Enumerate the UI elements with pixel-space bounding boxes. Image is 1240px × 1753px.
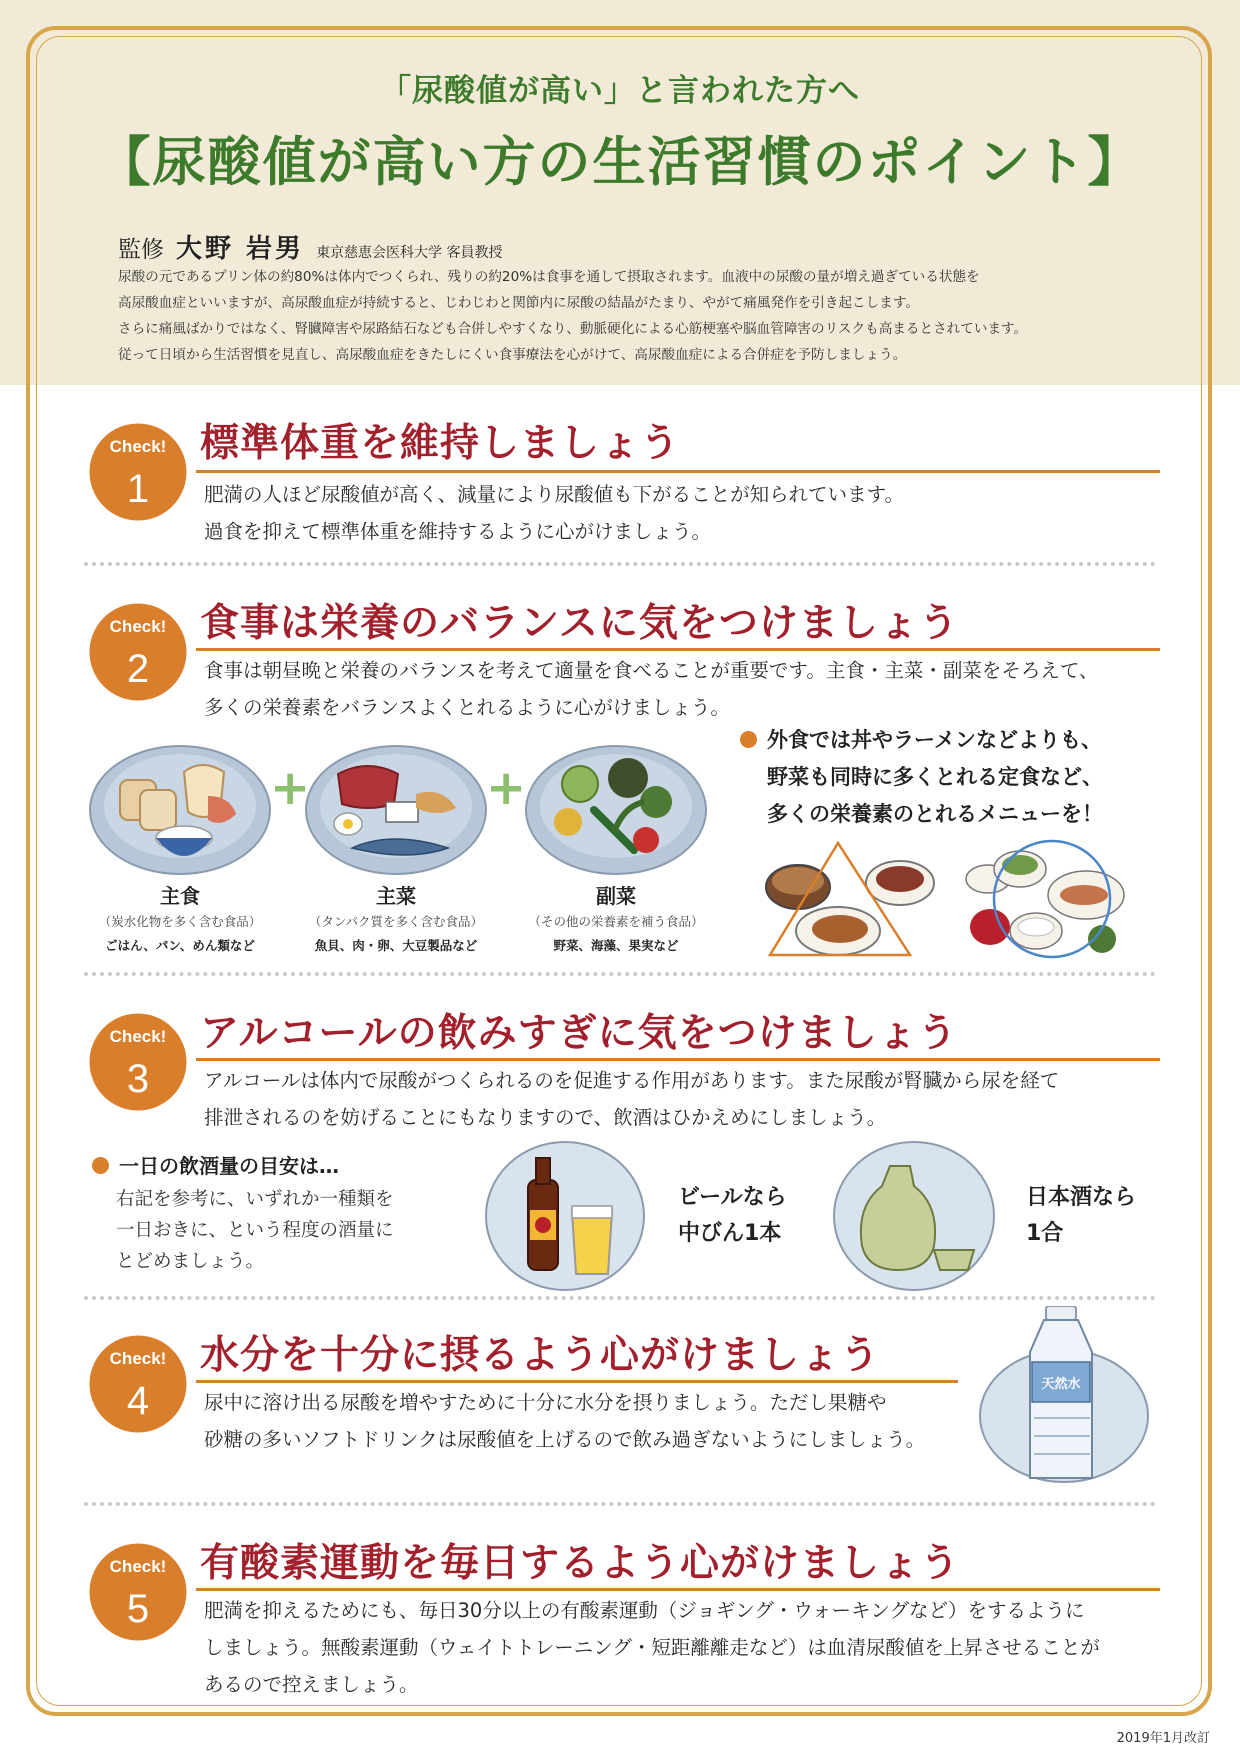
- side-dish-illustration: [524, 740, 708, 876]
- body-line: あるので控えましょう。: [204, 1673, 419, 1696]
- food-desc: （炭水化物を多く含む食品）: [98, 914, 262, 929]
- intro-line: 従って日頃から生活習慣を見直し、高尿酸血症をきたしにくい食事療法を心がけて、高尿酸血症による合併症を予防しましょう。: [118, 347, 907, 363]
- tip-line: 多くの栄養素のとれるメニューを！: [767, 802, 1103, 826]
- page-subtitle: 「尿酸値が高い」と言われた方へ: [380, 73, 860, 109]
- check-number: 4: [126, 1379, 150, 1423]
- food-examples: 魚貝、肉・卵、大豆製品など: [314, 938, 478, 953]
- section-title-4: 水分を十分に摂るよう心がけましょう: [200, 1333, 881, 1378]
- check-badge-4: [84, 1330, 192, 1438]
- body-line: 砂糖の多いソフトドリンクは尿酸値を上げるので飲み過ぎないようにしましょう。: [204, 1428, 926, 1451]
- check-badge-1: [84, 418, 192, 526]
- page-title: 【尿酸値が高い方の生活習慣のポイント】: [97, 132, 1143, 193]
- dotted-divider: [84, 562, 1156, 566]
- check-label: Check!: [109, 617, 167, 636]
- food-label-side: [516, 880, 716, 954]
- body-line: 排泄されるのを妨げることにもなりますので、飲酒はひかえめにしましょう。: [204, 1106, 887, 1129]
- beer-line: ビールなら: [678, 1185, 787, 1210]
- dotted-divider: [84, 972, 1156, 976]
- food-desc: （その他の栄養素を補う食品）: [528, 914, 704, 929]
- section-underline: [196, 648, 1160, 651]
- section-body-4: [204, 1384, 925, 1458]
- section-title-1: 標準体重を維持しましょう: [200, 421, 681, 466]
- section-title-2: 食事は栄養のバランスに気をつけましょう: [200, 601, 959, 646]
- section-underline: [196, 470, 1160, 473]
- eating-out-tip: [740, 722, 1103, 833]
- check-badge-3: [84, 1008, 192, 1116]
- bullet-icon: [92, 1157, 109, 1174]
- check-badge-5: [84, 1538, 192, 1646]
- dotted-divider: [84, 1296, 1156, 1300]
- body-line: しましょう。無酸素運動（ウェイトトレーニング・短距離離走など）は血清尿酸値を上昇させることが: [204, 1636, 1100, 1659]
- food-label-main: [296, 880, 496, 954]
- supervisor-prefix: 監修: [118, 237, 164, 263]
- main-dish-illustration: [304, 740, 488, 876]
- body-line: 一日おきに、という程度の酒量に: [116, 1220, 394, 1241]
- section-underline: [196, 1588, 1160, 1591]
- body-line: 肥満の人ほど尿酸値が高く、減量により尿酸値も下がることが知られています。: [204, 483, 905, 506]
- check-label: Check!: [109, 1557, 167, 1576]
- sake-line: 日本酒なら: [1026, 1185, 1137, 1210]
- check-number: 1: [126, 467, 150, 511]
- intro-line: 尿酸の元であるプリン体の約80%は体内でつくられ、残りの約20%は食事を通して摂取されます。血液中の尿酸の量が増え過ぎている状態を: [118, 269, 980, 285]
- food-label-staple: [80, 880, 280, 954]
- section-underline: [196, 1380, 958, 1383]
- plus-sign: +: [486, 760, 527, 816]
- water-bottle-illustration: [978, 1306, 1150, 1486]
- body-line: 食事は朝昼晩と栄養のバランスを考えて適量を食べることが重要です。主食・主菜・副菜をそろえて、: [204, 659, 1099, 682]
- intro-line: 高尿酸血症といいますが、高尿酸血症が持続すると、じわじわと関節内に尿酸の結晶がたまり、やがて痛風発作を引き起こします。: [118, 295, 919, 311]
- balanced-meal-illustration: [960, 835, 1140, 965]
- beer-amount: [678, 1180, 787, 1252]
- check-number: 5: [126, 1587, 150, 1631]
- check-badge-2: [84, 598, 192, 706]
- food-desc: （タンパク質を多く含む食品）: [308, 914, 484, 929]
- revision-date: 2019年1月改訂: [1116, 1731, 1210, 1746]
- body-line: 右記を参考に、いずれか一種類を: [116, 1189, 394, 1210]
- plus-sign: +: [270, 760, 311, 816]
- staple-food-illustration: [88, 740, 272, 876]
- tip-line: 野菜も同時に多くとれる定食など、: [767, 765, 1103, 789]
- check-label: Check!: [109, 1027, 167, 1046]
- body-line: 肥満を抑えるためにも、毎日30分以上の有酸素運動（ジョギング・ウォーキングなど）をするように: [204, 1599, 1085, 1622]
- beer-illustration: [484, 1140, 646, 1292]
- supervisor-name: 大野 岩男: [176, 234, 305, 264]
- body-line: とどめましょう。: [116, 1251, 265, 1272]
- section-body-5: [204, 1592, 1100, 1703]
- section-title-3: アルコールの飲みすぎに気をつけましょう: [200, 1011, 958, 1056]
- check-label: Check!: [109, 1349, 167, 1368]
- alcohol-guideline-body: [116, 1184, 394, 1277]
- supervisor: [118, 228, 503, 265]
- dotted-divider: [84, 1502, 1156, 1506]
- unbalanced-meal-illustration: [760, 835, 960, 960]
- body-line: 多くの栄養素をバランスよくとれるように心がけましょう。: [204, 696, 730, 719]
- beer-line: 中びん1本: [678, 1221, 782, 1246]
- check-label: Check!: [109, 437, 167, 456]
- section-body-2: [204, 652, 1098, 726]
- sake-illustration: [832, 1140, 996, 1292]
- tip-line: 外食では丼やラーメンなどよりも、: [767, 728, 1102, 752]
- section-title-5: 有酸素運動を毎日するよう心がけましょう: [200, 1541, 961, 1586]
- check-number: 3: [126, 1057, 150, 1101]
- body-line: 過食を抑えて標準体重を維持するように心がけましょう。: [204, 520, 712, 543]
- food-name: 主食: [160, 884, 200, 908]
- intro-text: [118, 264, 1158, 368]
- sake-amount: [1026, 1180, 1136, 1252]
- alcohol-guideline-heading: 一日の飲酒量の目安は…: [92, 1150, 339, 1179]
- water-bottle-label: 天然水: [1041, 1377, 1081, 1392]
- bullet-icon: [740, 731, 757, 748]
- food-name: 主菜: [376, 884, 416, 908]
- supervisor-affiliation: 東京慈恵会医科大学 客員教授: [316, 245, 503, 261]
- food-examples: 野菜、海藻、果実など: [553, 938, 679, 953]
- check-number: 2: [126, 647, 150, 691]
- intro-line: さらに痛風ばかりではなく、腎臓障害や尿路結石なども合併しやすくなり、動脈硬化による心筋梗塞や脳血管障害のリスクも高まるとされています。: [118, 321, 1028, 337]
- food-name: 副菜: [596, 884, 636, 908]
- section-underline: [196, 1058, 1160, 1061]
- body-line: アルコールは体内で尿酸がつくられるのを促進する作用があります。また尿酸が腎臓から尿を経て: [204, 1069, 1060, 1092]
- section-body-3: [204, 1062, 1059, 1136]
- body-line: 尿中に溶け出る尿酸を増やすために十分に水分を摂りましょう。ただし果糖や: [204, 1391, 887, 1414]
- food-examples: ごはん、パン、めん類など: [105, 938, 255, 953]
- sake-line: 1合: [1026, 1221, 1064, 1246]
- section-body-1: [204, 476, 904, 550]
